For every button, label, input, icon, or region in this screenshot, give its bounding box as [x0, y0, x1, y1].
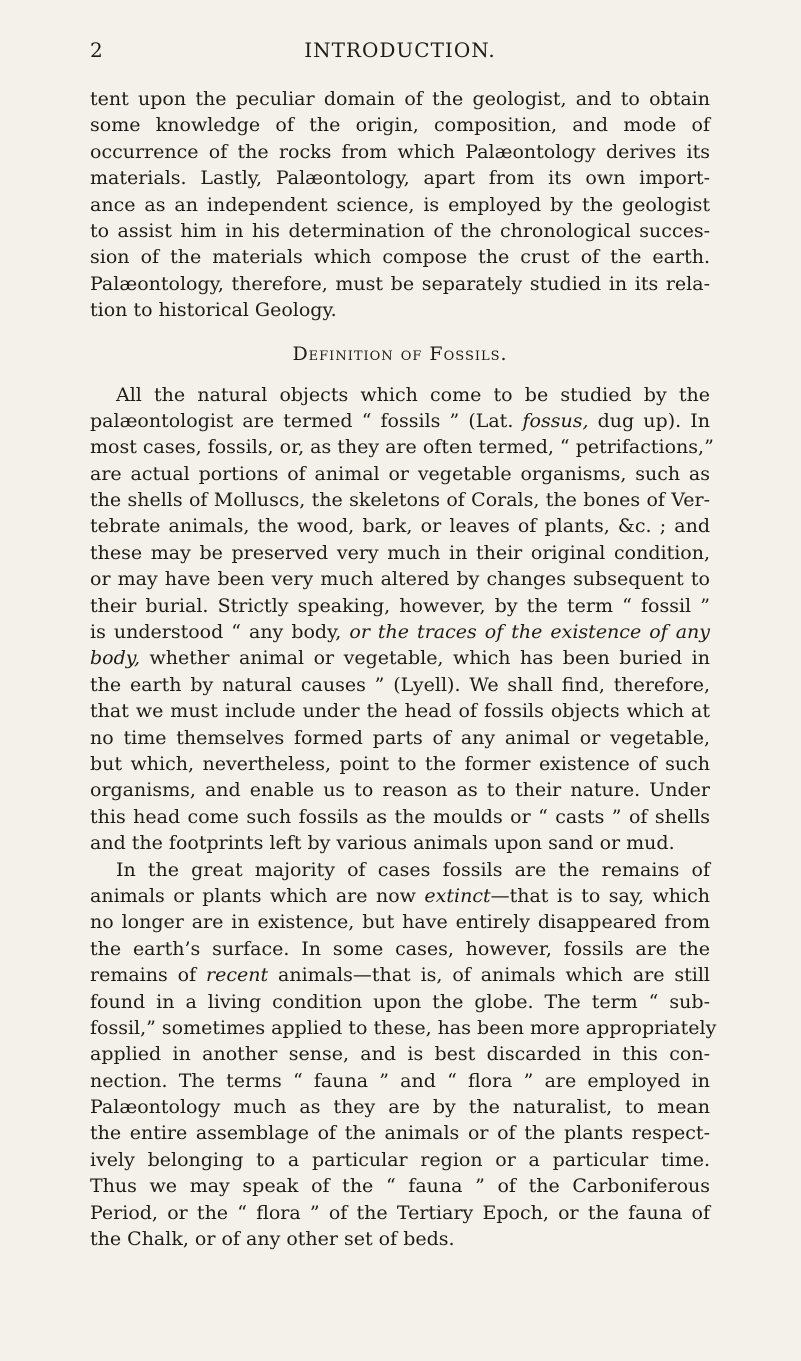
text-line: materials. Lastly, Palæontology, apart from its own import- — [90, 167, 710, 190]
text-line: the shells of Molluscs, the skeletons of Corals, the bones of Ver- — [90, 489, 710, 512]
text-line: to assist him in his determination of the chronological succes- — [90, 219, 710, 242]
text-line: occurrence of the rocks from which Palæontology derives its — [90, 140, 710, 163]
text-line: tion to historical Geology. — [90, 299, 337, 322]
text-line: fossil,” sometimes applied to these, has been more appropriately — [90, 1016, 717, 1039]
text-line: tebrate animals, the wood, bark, or leaves of plants, &c. ; and — [90, 515, 710, 538]
paragraph-continuation — [90, 86, 710, 324]
text-segment: is understood “ any body, — [90, 621, 342, 644]
italic-term: fossus, — [522, 409, 589, 432]
text-segment: animals or plants which are now — [90, 884, 416, 907]
text-line: this head come such fossils as the moulds or “ casts ” of shells — [90, 805, 710, 828]
text-line: nection. The terms “ fauna ” and “ flora ” are employed in — [90, 1069, 710, 1092]
text-line — [90, 408, 710, 434]
italic-term: extinct — [424, 884, 491, 907]
text-line: most cases, fossils, or, as they are often termed, “ petrifactions,” — [90, 436, 714, 459]
text-line: but which, nevertheless, point to the former existence of such — [90, 752, 710, 775]
text-line: these may be preserved very much in their original condition, — [90, 541, 710, 564]
text-line: Thus we may speak of the “ fauna ” of the Carboniferous — [90, 1175, 710, 1198]
page-header — [90, 38, 710, 68]
text-segment: animals—that is, of animals which are still — [278, 964, 710, 987]
text-line: no time themselves formed parts of any animal or vegetable, — [90, 726, 710, 749]
section-heading: Definition of Fossils. — [292, 342, 508, 365]
text-line: some knowledge of the origin, composition, and mode of — [90, 114, 710, 137]
italic-term: recent — [206, 964, 269, 987]
text-segment: remains of — [90, 964, 197, 987]
text-line: the earth by natural causes ” (Lyell). We shall find, therefore, — [90, 673, 710, 696]
italic-quote: body, — [90, 647, 141, 670]
text-line: found in a living condition upon the globe. The term “ sub- — [90, 990, 710, 1013]
paragraph-extinct — [90, 857, 717, 1253]
italic-quote: or the traces of the existence of any — [349, 621, 710, 644]
text-line: ively belonging to a particular region or a particular time. — [90, 1148, 710, 1171]
text-segment: —that is to say, which — [490, 884, 710, 907]
text-line: ance as an independent science, is employed by the geologist — [90, 193, 710, 216]
text-line: applied in another sense, and is best discarded in this con- — [90, 1043, 710, 1066]
running-title: INTRODUCTION. — [304, 38, 496, 62]
text-segment: dug up). In — [597, 409, 711, 432]
body-text — [90, 86, 717, 1252]
paragraph-definition — [90, 382, 714, 857]
text-line — [90, 619, 710, 645]
text-line: Period, or the “ flora ” of the Tertiary Epoch, or the fauna of — [90, 1201, 710, 1224]
text-line: All the natural objects which come to be studied by the — [116, 383, 710, 406]
text-line: Palæontology, therefore, must be separately studied in its rela- — [90, 272, 710, 295]
text-segment: palæontologist are termed “ fossils ” (Lat. — [90, 409, 514, 432]
text-line: that we must include under the head of fossils objects which at — [90, 700, 710, 723]
text-line: no longer are in existence, but have entirely disappeared from — [90, 911, 710, 934]
text-line — [90, 883, 710, 909]
text-line: and the footprints left by various animals upon sand or mud. — [90, 832, 675, 855]
text-segment: whether animal or vegetable, which has been buried in — [149, 647, 710, 670]
text-line — [90, 645, 710, 671]
text-line: In the great majority of cases fossils are the remains of — [116, 858, 710, 881]
text-line: sion of the materials which compose the crust of the earth. — [90, 246, 710, 269]
page-number: 2 — [90, 38, 103, 62]
text-line: the entire assemblage of the animals or of the plants respect- — [90, 1122, 710, 1145]
text-line: tent upon the peculiar domain of the geologist, and to obtain — [90, 88, 710, 110]
text-line: the Chalk, or of any other set of beds. — [90, 1228, 455, 1251]
text-line: are actual portions of animal or vegetable organisms, such as — [90, 462, 710, 485]
text-line — [90, 962, 710, 988]
text-line: organisms, and enable us to reason as to their nature. Under — [90, 779, 710, 802]
text-line: their burial. Strictly speaking, however, by the term “ fossil ” — [90, 594, 710, 617]
text-line: the earth’s surface. In some cases, however, fossils are the — [90, 937, 710, 960]
text-line: or may have been very much altered by changes subsequent to — [90, 568, 710, 591]
text-line: Palæontology much as they are by the naturalist, to mean — [90, 1096, 710, 1119]
